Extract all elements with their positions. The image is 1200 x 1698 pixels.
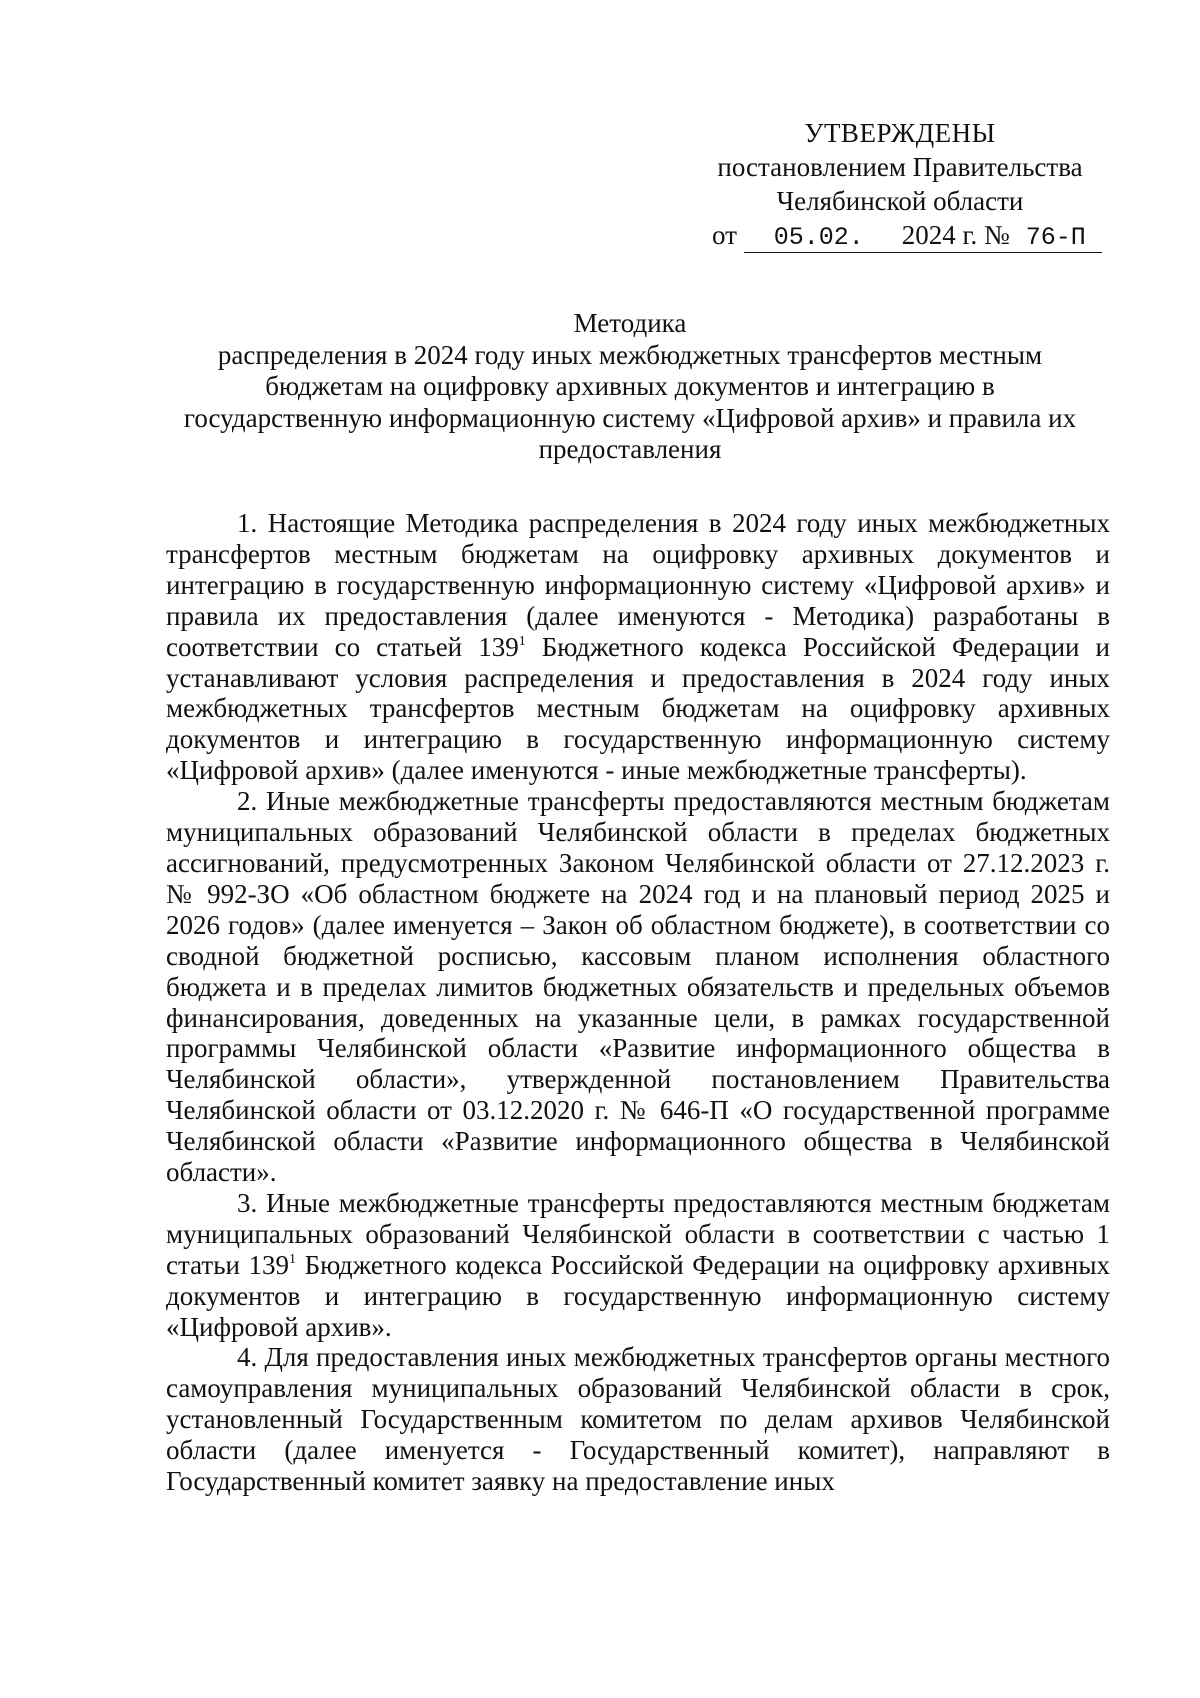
- approval-line-1: постановлением Правительства: [717, 152, 1083, 182]
- paragraph-1-superscript: 1: [518, 633, 526, 649]
- document-title-block: [150, 308, 1110, 466]
- paragraph-3-part-a: 3. Иные межбюджетные трансферты предоставляются местным бюджетам муниципальных образований Челябинской области в соответствии с частью 1 статьи 139: [166, 1187, 1110, 1280]
- document-subtitle-line-1: распределения в 2024 году иных межбюджетных трансфертов местным: [217, 339, 1043, 370]
- document-subtitle-line-2: бюджетам на оцифровку архивных документов и интеграцию в: [265, 371, 995, 401]
- paragraph-3: [166, 1188, 1110, 1343]
- document-body: [166, 508, 1110, 1497]
- document-heading: Методика: [573, 308, 687, 338]
- paragraph-1: [166, 508, 1110, 786]
- approval-from-label: от: [712, 220, 737, 250]
- approval-year-label: 2024 г. №: [902, 218, 1010, 253]
- paragraph-3-part-b: Бюджетного кодекса Российской Федерации на оцифровку архивных документов и интеграцию в государственную информационную систему «Цифровой архив».: [166, 1249, 1111, 1342]
- approval-underline-lead: [744, 218, 758, 253]
- paragraph-1-part-a: 1. Настоящие Методика распределения в 2024 году иных межбюджетных трансфертов местным бюджетам на оцифровку архивных документов и интеграцию в государственную информационную систему «Цифровой архив» и правила их предоставления (далее именуются - Методика) разработаны в соответствии со статьей 139: [166, 508, 1110, 662]
- paragraph-3-superscript: 1: [289, 1251, 297, 1267]
- document-subtitle-line-3: государственную информационную систему «Цифровой архив» и правила их: [183, 402, 1077, 433]
- approval-title: УТВЕРЖДЕНЫ: [804, 118, 996, 148]
- approval-line-2: Челябинской области: [776, 186, 1024, 216]
- paragraph-1-part-b: Бюджетного кодекса Российской Федерации и устанавливают условия распределения и предоставления в 2024 году иных межбюджетных трансфертов местным бюджетам на оцифровку архивных документов и интеграцию в государственную информационную систему «Цифровой архив» (далее именуются - иные межбюджетные трансферты).: [166, 631, 1110, 786]
- paragraph-2: 2. Иные межбюджетные трансферты предоставляются местным бюджетам муниципальных образований Челябинской области в пределах бюджетных ассигнований, предусмотренных Законом Челябинской области от 27.12.2023 г. № 992-ЗО «Об областном бюджете на 2024 год и на плановый период 2025 и 2026 годов» (далее именуется – Закон об областном бюджете), в соответствии со сводной бюджетной росписью, кассовым планом исполнения областного бюджета и в пределах лимитов бюджетных обязательств и предельных объемов финансирования, доведенных на указанные цели, в рамках государственной программы Челябинской области «Развитие информационного общества в Челябинской области», утвержденной постановлением Правительства Челябинской области от 03.12.2020 г. № 646-П «О государственной программе Челябинской области «Развитие информационного общества в Челябинской области».: [166, 786, 1110, 1188]
- approval-number: 76-П: [1010, 224, 1102, 253]
- approval-stamp-block: [690, 116, 1110, 253]
- document-subtitle-line-4: предоставления: [538, 434, 722, 464]
- approval-date: 05.02.: [758, 224, 902, 253]
- approval-date-row: [712, 218, 1110, 253]
- paragraph-4: 4. Для предоставления иных межбюджетных трансфертов органы местного самоуправления муниципальных образований Челябинской области в срок, установленный Государственным комитетом по делам архивов Челябинской области (далее именуется - Государственный комитет), направляют в Государственный комитет заявку на предоставление иных: [166, 1342, 1110, 1497]
